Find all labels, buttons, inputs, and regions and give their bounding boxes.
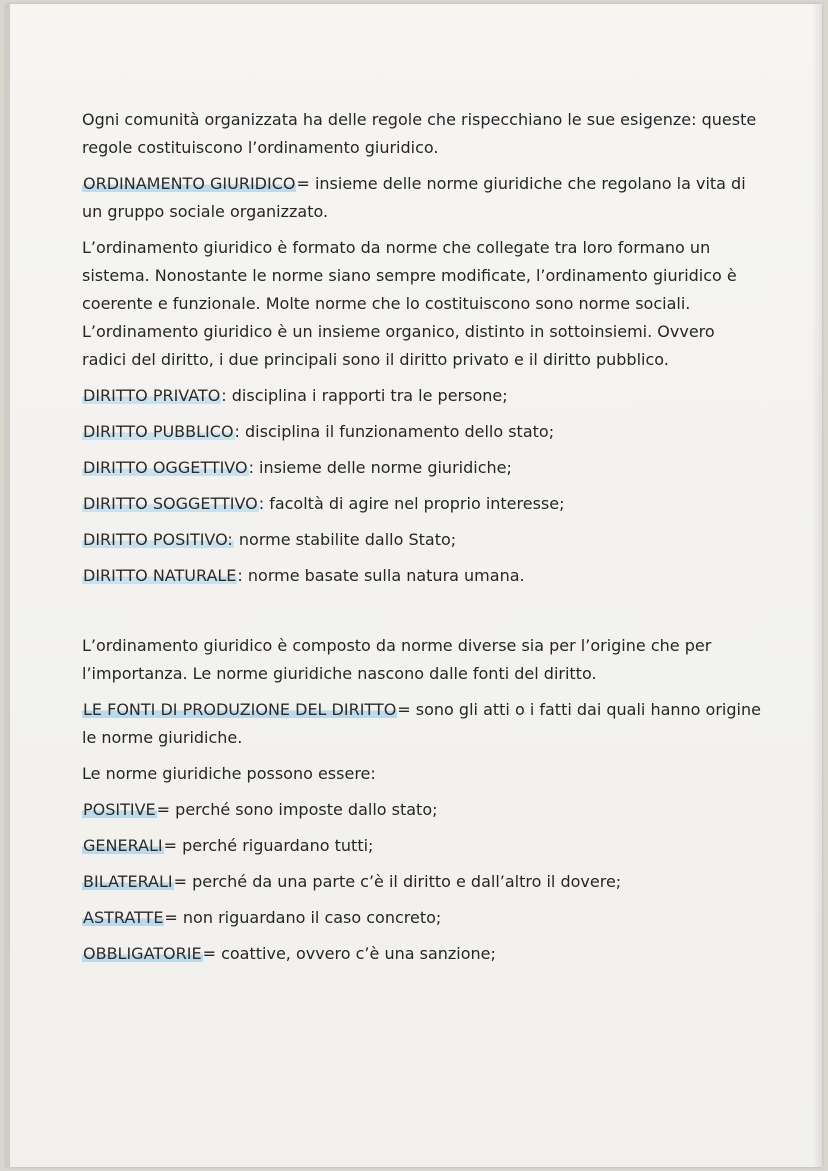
diritto-item xyxy=(82,454,762,482)
diritto-item xyxy=(82,490,762,518)
norma-item xyxy=(82,868,762,896)
highlighted-term: DIRITTO POSITIVO: xyxy=(83,530,233,549)
definition-text: = sono gli atti o i fatti dai quali hanno origine le norme giuridiche. xyxy=(82,700,761,747)
document-body xyxy=(82,106,762,976)
norma-text: = non riguardano il caso concreto; xyxy=(164,908,442,927)
highlighted-term: LE FONTI DI PRODUZIONE DEL DIRITTO xyxy=(83,700,397,719)
norma-item xyxy=(82,832,762,860)
paper-sheet xyxy=(6,4,822,1167)
diritto-item xyxy=(82,418,762,446)
highlighted-term: DIRITTO PUBBLICO xyxy=(83,422,234,441)
norma-text: = coattive, ovvero c’è una sanzione; xyxy=(202,944,496,963)
diritto-text: : disciplina i rapporti tra le persone; xyxy=(221,386,508,405)
intro-paragraph: Ogni comunità organizzata ha delle regole che rispecchiano le sue esigenze: queste regole costituiscono l’ordinamento giuridico. xyxy=(82,110,757,157)
highlighted-term: GENERALI xyxy=(83,836,163,855)
diritto-item xyxy=(82,562,762,590)
norma-item xyxy=(82,796,762,824)
definition-fonti xyxy=(82,696,762,752)
definition-text: = insieme delle norme giuridiche che regolano la vita di un gruppo sociale organizzato. xyxy=(82,174,746,221)
diritto-item xyxy=(82,526,762,554)
norma-item xyxy=(82,904,762,932)
diritto-text: : facoltà di agire nel proprio interesse; xyxy=(258,494,565,513)
diritto-text: : norme basate sulla natura umana. xyxy=(237,566,525,585)
highlighted-term: POSITIVE xyxy=(83,800,156,819)
highlighted-term: ASTRATTE xyxy=(83,908,164,927)
norme-intro: Le norme giuridiche possono essere: xyxy=(82,764,376,783)
norma-text: = perché da una parte c’è il diritto e dall’altro il dovere; xyxy=(173,872,622,891)
diritto-text: : disciplina il funzionamento dello stato; xyxy=(234,422,555,441)
fonti-paragraph: L’ordinamento giuridico è composto da norme diverse sia per l’origine che per l’importanza. Le norme giuridiche nascono dalle fonti del diritto. xyxy=(82,636,712,683)
highlighted-term: OBBLIGATORIE xyxy=(83,944,202,963)
highlighted-term: DIRITTO NATURALE xyxy=(83,566,237,585)
norma-text: = perché sono imposte dallo stato; xyxy=(156,800,438,819)
highlighted-term: DIRITTO OGGETTIVO xyxy=(83,458,248,477)
highlighted-term: DIRITTO SOGGETTIVO xyxy=(83,494,258,513)
definition-ordinamento xyxy=(82,170,762,226)
section-gap xyxy=(82,598,762,632)
diritto-text: : insieme delle norme giuridiche; xyxy=(248,458,512,477)
norma-item xyxy=(82,940,762,968)
ordinamento-paragraph: L’ordinamento giuridico è formato da norme che collegate tra loro formano un sistema. Nonostante le norme siano sempre modificate, l’ordinamento giuridico è coerente e funzionale. Molte norme che lo costituiscono sono norme sociali. L’ordinamento giuridico è un insieme organico, distinto in sottoinsiemi. Ovvero radici del diritto, i due principali sono il diritto privato e il diritto pubblico. xyxy=(82,238,737,369)
highlighted-term: DIRITTO PRIVATO xyxy=(83,386,221,405)
norma-text: = perché riguardano tutti; xyxy=(163,836,374,855)
diritto-text: norme stabilite dallo Stato; xyxy=(233,530,457,549)
highlighted-term: BILATERALI xyxy=(83,872,173,891)
highlighted-term: ORDINAMENTO GIURIDICO xyxy=(83,174,296,193)
diritto-item xyxy=(82,382,762,410)
